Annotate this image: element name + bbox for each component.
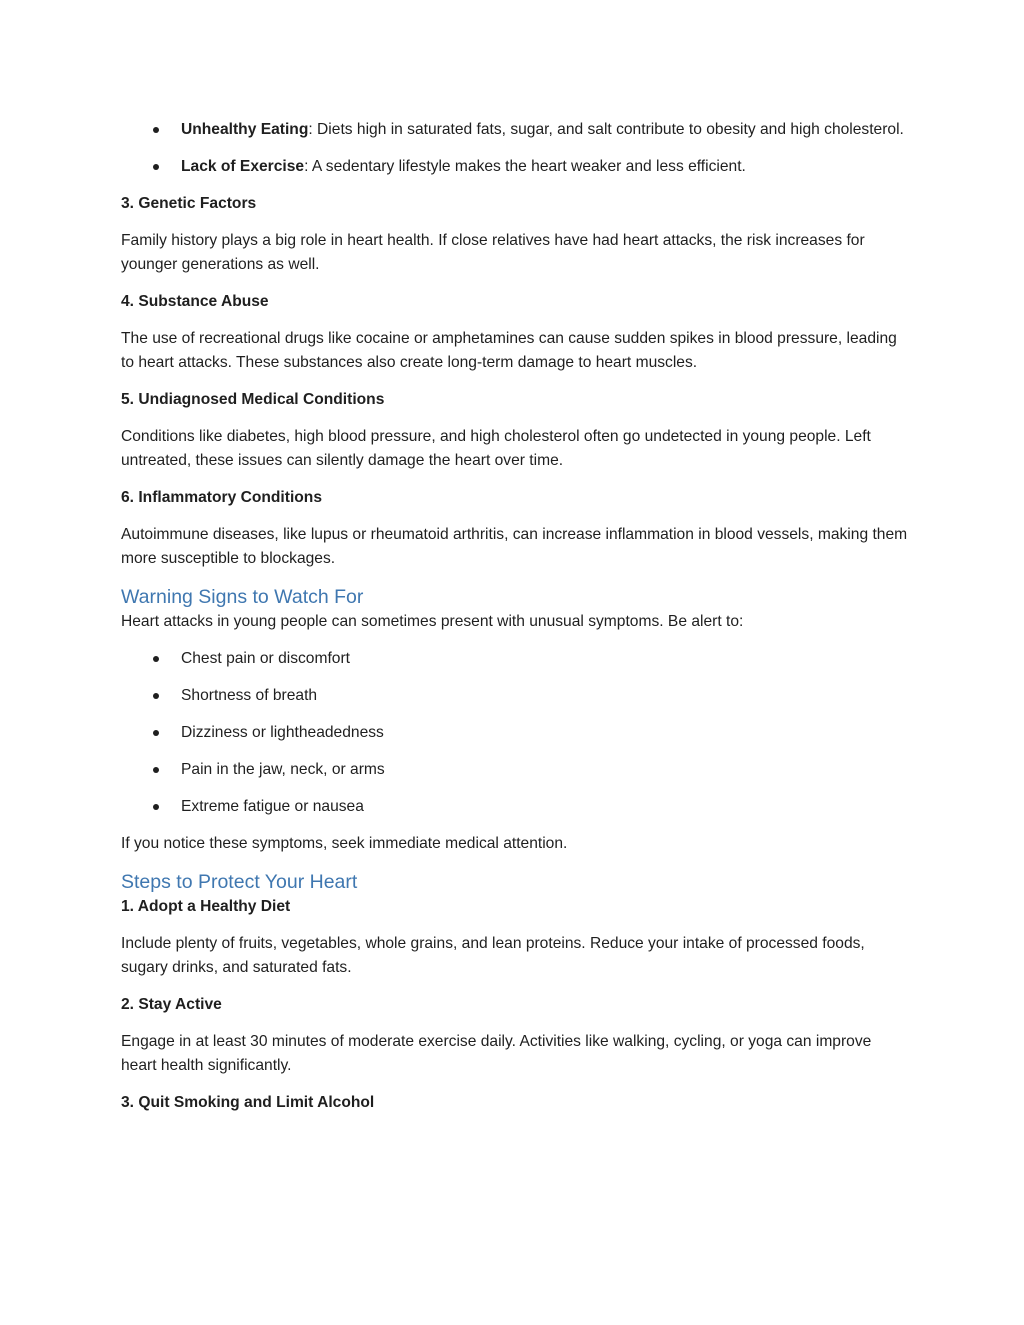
risk-factor-list bbox=[121, 118, 911, 179]
list-item: Pain in the jaw, neck, or arms bbox=[121, 758, 911, 782]
step-heading: 1. Adopt a Healthy Diet bbox=[121, 898, 291, 915]
warning-outro: If you notice these symptoms, seek immediate medical attention. bbox=[121, 835, 568, 852]
section-heading: 4. Substance Abuse bbox=[121, 293, 269, 310]
bullet-text: : Diets high in saturated fats, sugar, and salt contribute to obesity and high cholesterol. bbox=[308, 121, 904, 138]
section-body: Autoimmune diseases, like lupus or rheumatoid arthritis, can increase inflammation in blood vessels, making them more susceptible to blockages. bbox=[121, 526, 908, 567]
list-item: Chest pain or discomfort bbox=[121, 647, 911, 671]
step-body: Engage in at least 30 minutes of moderate exercise daily. Activities like walking, cycling, or yoga can improve heart health significantly. bbox=[121, 1033, 872, 1074]
bullet-text: : A sedentary lifestyle makes the heart weaker and less efficient. bbox=[304, 158, 746, 175]
section-heading: 5. Undiagnosed Medical Conditions bbox=[121, 391, 385, 408]
protect-heart-title: Steps to Protect Your Heart bbox=[121, 871, 358, 893]
step-heading: 3. Quit Smoking and Limit Alcohol bbox=[121, 1094, 375, 1111]
section-heading: 6. Inflammatory Conditions bbox=[121, 489, 323, 506]
bullet-term: Lack of Exercise bbox=[181, 158, 305, 175]
warning-signs-list bbox=[121, 647, 911, 819]
document-content bbox=[121, 118, 911, 1128]
list-item: Shortness of breath bbox=[121, 684, 911, 708]
list-item bbox=[121, 155, 911, 179]
warning-intro: Heart attacks in young people can sometimes present with unusual symptoms. Be alert to: bbox=[121, 613, 744, 630]
step-heading: 2. Stay Active bbox=[121, 996, 222, 1013]
list-item: Extreme fatigue or nausea bbox=[121, 795, 911, 819]
warning-signs-title: Warning Signs to Watch For bbox=[121, 586, 364, 608]
section-heading: 3. Genetic Factors bbox=[121, 195, 257, 212]
section-body: The use of recreational drugs like cocaine or amphetamines can cause sudden spikes in blood pressure, leading to heart attacks. These substances also create long-term damage to heart muscles. bbox=[121, 330, 897, 371]
list-item: Dizziness or lightheadedness bbox=[121, 721, 911, 745]
list-item bbox=[121, 118, 911, 142]
bullet-term: Unhealthy Eating bbox=[181, 121, 309, 138]
step-body: Include plenty of fruits, vegetables, whole grains, and lean proteins. Reduce your intake of processed foods, sugary drinks, and saturated fats. bbox=[121, 935, 865, 976]
section-body: Conditions like diabetes, high blood pressure, and high cholesterol often go undetected in young people. Left untreated, these issues can silently damage the heart over time. bbox=[121, 428, 871, 469]
section-body: Family history plays a big role in heart health. If close relatives have had heart attacks, the risk increases for younger generations as well. bbox=[121, 232, 865, 273]
